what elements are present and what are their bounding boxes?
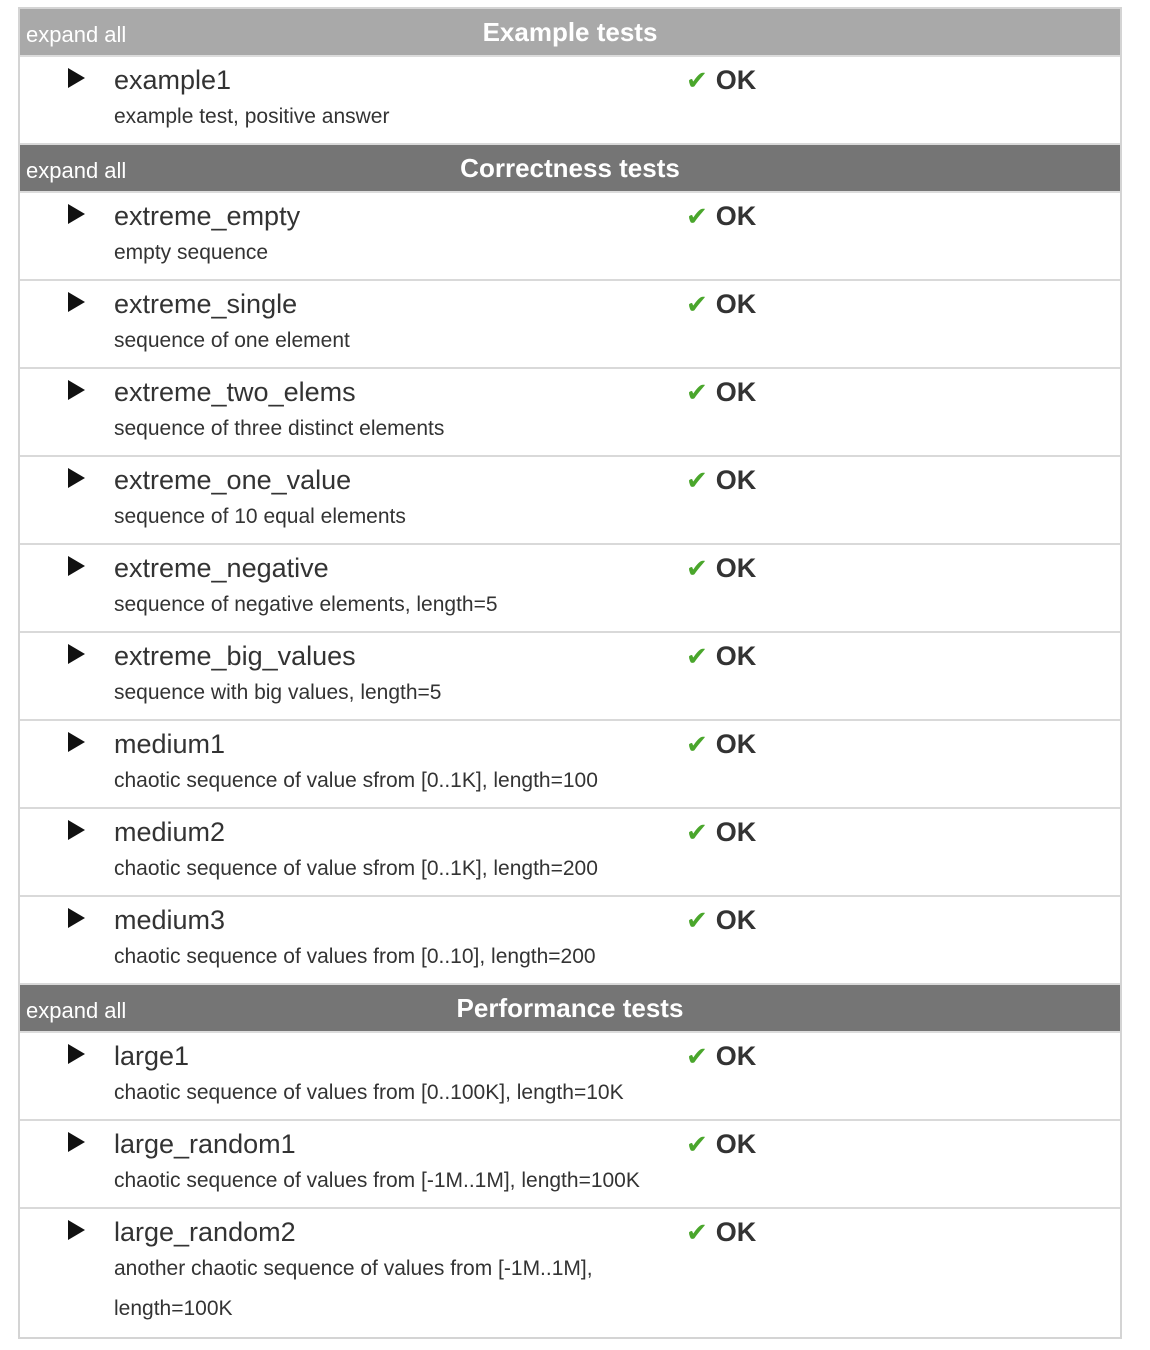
- checkmark-icon: ✔: [686, 905, 708, 935]
- checkmark-icon: ✔: [686, 465, 708, 495]
- test-row[interactable]: [20, 57, 1120, 145]
- test-row[interactable]: [20, 1121, 1120, 1209]
- expand-triangle-icon[interactable]: [68, 820, 85, 840]
- test-name[interactable]: extreme_big_values: [114, 641, 356, 671]
- checkmark-icon: ✔: [686, 729, 708, 759]
- section-title: Example tests: [482, 17, 658, 47]
- test-status: [686, 816, 756, 848]
- test-name[interactable]: extreme_two_elems: [114, 377, 356, 407]
- checkmark-icon: ✔: [686, 289, 708, 319]
- test-description: sequence of three distinct elements: [114, 417, 445, 440]
- status-label: OK: [715, 1041, 757, 1071]
- section-performance-tests: [20, 985, 1120, 1337]
- expand-all-link[interactable]: expand all: [26, 158, 127, 183]
- status-label: OK: [715, 641, 757, 671]
- test-status: [686, 288, 756, 320]
- test-description: chaotic sequence of values from [0..100K], length=10K: [114, 1081, 624, 1104]
- section-title: Performance tests: [456, 993, 684, 1023]
- test-status: [686, 1040, 756, 1072]
- checkmark-icon: ✔: [686, 377, 708, 407]
- test-status: [686, 904, 756, 936]
- test-name[interactable]: example1: [114, 65, 232, 95]
- test-name[interactable]: extreme_negative: [114, 553, 329, 583]
- test-row[interactable]: [20, 193, 1120, 281]
- test-name[interactable]: large_random1: [114, 1129, 296, 1159]
- test-row[interactable]: [20, 281, 1120, 369]
- status-label: OK: [715, 1217, 757, 1247]
- checkmark-icon: ✔: [686, 1041, 708, 1071]
- test-row[interactable]: [20, 369, 1120, 457]
- test-name[interactable]: extreme_single: [114, 289, 298, 319]
- test-description: another chaotic sequence of values from [-1M..1M], length=100K: [114, 1257, 593, 1320]
- test-name[interactable]: medium2: [114, 817, 226, 847]
- checkmark-icon: ✔: [686, 1217, 708, 1247]
- expand-triangle-icon[interactable]: [68, 1220, 85, 1240]
- test-description: sequence of negative elements, length=5: [114, 593, 498, 616]
- test-name[interactable]: medium3: [114, 905, 226, 935]
- section-example-tests: [20, 9, 1120, 145]
- test-description: sequence with big values, length=5: [114, 681, 442, 704]
- test-description: sequence of 10 equal elements: [114, 505, 406, 528]
- test-status: [686, 728, 756, 760]
- test-status: [686, 464, 756, 496]
- test-name[interactable]: medium1: [114, 729, 226, 759]
- checkmark-icon: ✔: [686, 641, 708, 671]
- expand-triangle-icon[interactable]: [68, 556, 85, 576]
- status-label: OK: [715, 729, 757, 759]
- status-label: OK: [715, 201, 757, 231]
- test-status: [686, 640, 756, 672]
- test-name[interactable]: extreme_one_value: [114, 465, 352, 495]
- section-header: [20, 985, 1120, 1033]
- test-row[interactable]: [20, 1209, 1120, 1337]
- test-description: chaotic sequence of values from [0..10], length=200: [114, 945, 596, 968]
- expand-triangle-icon[interactable]: [68, 204, 85, 224]
- expand-triangle-icon[interactable]: [68, 644, 85, 664]
- test-row[interactable]: [20, 545, 1120, 633]
- test-name[interactable]: large1: [114, 1041, 190, 1071]
- section-correctness-tests: [20, 145, 1120, 985]
- status-label: OK: [715, 289, 757, 319]
- test-name[interactable]: large_random2: [114, 1217, 296, 1247]
- test-status: [686, 376, 756, 408]
- expand-triangle-icon[interactable]: [68, 1044, 85, 1064]
- status-label: OK: [715, 65, 757, 95]
- test-row[interactable]: [20, 721, 1120, 809]
- test-status: [686, 1128, 756, 1160]
- expand-triangle-icon[interactable]: [68, 908, 85, 928]
- test-description: empty sequence: [114, 241, 269, 264]
- test-row[interactable]: [20, 633, 1120, 721]
- expand-all-link[interactable]: expand all: [26, 22, 127, 47]
- expand-triangle-icon[interactable]: [68, 292, 85, 312]
- status-label: OK: [715, 817, 757, 847]
- test-row[interactable]: [20, 809, 1120, 897]
- test-status: [686, 200, 756, 232]
- expand-triangle-icon[interactable]: [68, 1132, 85, 1152]
- expand-all-link[interactable]: expand all: [26, 998, 127, 1023]
- section-header: [20, 9, 1120, 57]
- test-row[interactable]: [20, 1033, 1120, 1121]
- section-header: [20, 145, 1120, 193]
- test-results-table: [18, 7, 1122, 1339]
- checkmark-icon: ✔: [686, 65, 708, 95]
- test-description: sequence of one element: [114, 329, 350, 352]
- test-name[interactable]: extreme_empty: [114, 201, 301, 231]
- expand-triangle-icon[interactable]: [68, 68, 85, 88]
- section-title: Correctness tests: [460, 153, 680, 183]
- status-label: OK: [715, 1129, 757, 1159]
- test-status: [686, 64, 756, 96]
- checkmark-icon: ✔: [686, 201, 708, 231]
- expand-triangle-icon[interactable]: [68, 732, 85, 752]
- test-description: example test, positive answer: [114, 105, 390, 128]
- test-row[interactable]: [20, 457, 1120, 545]
- test-description: chaotic sequence of value sfrom [0..1K], length=100: [114, 769, 598, 792]
- status-label: OK: [715, 905, 757, 935]
- checkmark-icon: ✔: [686, 817, 708, 847]
- status-label: OK: [715, 553, 757, 583]
- test-status: [686, 1216, 756, 1248]
- expand-triangle-icon[interactable]: [68, 380, 85, 400]
- test-description: chaotic sequence of values from [-1M..1M], length=100K: [114, 1169, 640, 1192]
- test-description: chaotic sequence of value sfrom [0..1K], length=200: [114, 857, 598, 880]
- checkmark-icon: ✔: [686, 1129, 708, 1159]
- status-label: OK: [715, 377, 757, 407]
- test-row[interactable]: [20, 897, 1120, 985]
- expand-triangle-icon[interactable]: [68, 468, 85, 488]
- status-label: OK: [715, 465, 757, 495]
- checkmark-icon: ✔: [686, 553, 708, 583]
- test-status: [686, 552, 756, 584]
